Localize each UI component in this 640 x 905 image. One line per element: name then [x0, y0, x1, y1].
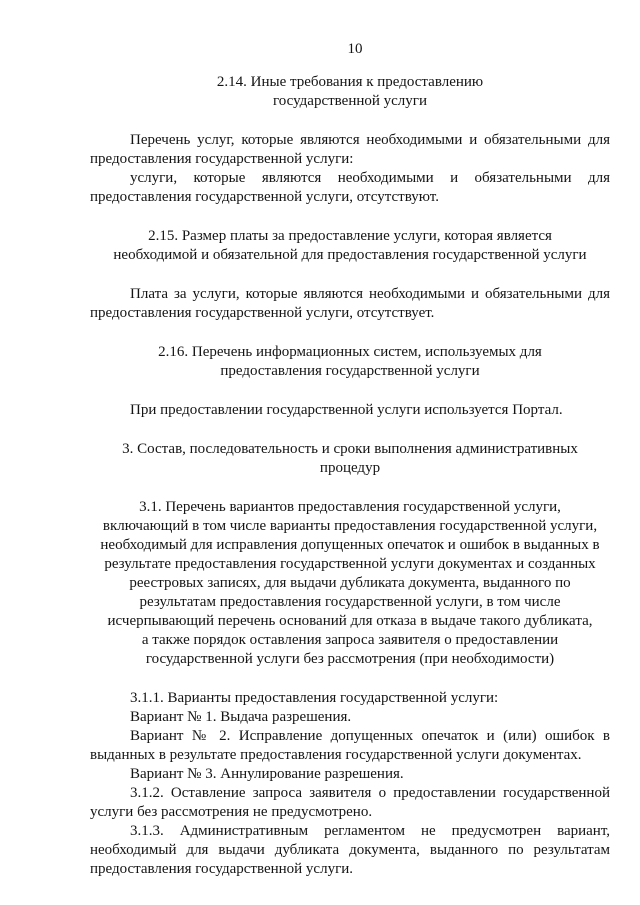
section-2-15-paragraph-1: Плата за услуги, которые являются необходимыми и обязательными для предоставления государственной услуги, отсутствует.	[90, 286, 610, 321]
section-3-1-3-paragraph: 3.1.3. Административным регламентом не предусмотрен вариант, необходимый для выдачи дубликата документа, выданного по результатам предоставления государственной услуги.	[90, 823, 610, 877]
section-2-16-heading-line-1: 2.16. Перечень информационных систем, используемых для	[158, 344, 542, 360]
section-3-1-heading	[90, 498, 610, 669]
section-3-1-2-paragraph: 3.1.2. Оставление запроса заявителя о предоставлении государственной услуги без рассмотрения не предусмотрено.	[90, 785, 610, 820]
variant-2-item: Вариант № 2. Исправление допущенных опечаток и (или) ошибок в выданных в результате предоставления государственной услуги документах.	[90, 728, 610, 763]
section-3-1-heading-line: а также порядок оставления запроса заявителя о предоставлении	[141, 632, 559, 648]
variant-1-item: Вариант № 1. Выдача разрешения.	[130, 709, 352, 725]
section-3-1-heading-line: результатам предоставления государственной услуги, в том числе	[139, 594, 561, 610]
section-3-1-heading-line: государственной услуги без рассмотрения (при необходимости)	[145, 651, 555, 667]
section-2-14-heading-line-1: 2.14. Иные требования к предоставлению	[216, 74, 484, 90]
section-3-heading-line-2: процедур	[319, 460, 381, 476]
section-3-1-heading-line: 3.1. Перечень вариантов предоставления государственной услуги,	[139, 499, 561, 515]
section-2-16-paragraph-1: При предоставлении государственной услуги используется Портал.	[130, 402, 563, 418]
section-2-16-heading-line-2: предоставления государственной услуги	[220, 363, 480, 379]
section-3-1-1-paragraph-1: 3.1.1. Варианты предоставления государственной услуги:	[130, 690, 499, 706]
section-2-15-heading-line-1: 2.15. Размер платы за предоставление услуги, которая является	[148, 228, 552, 244]
section-3-1-heading-line: необходимый для исправления допущенных опечаток и ошибок в выданных в	[100, 537, 600, 553]
section-3-1-heading-line: реестровых записях, для выдачи дубликата документа, выданного по	[129, 575, 571, 591]
section-2-14-paragraph-1: Перечень услуг, которые являются необходимыми и обязательными для предоставления государственной услуги:	[90, 132, 610, 167]
section-3-1-heading-line: включающий в том числе варианты предоставления государственной услуги,	[102, 518, 598, 534]
page-number: 10	[347, 41, 363, 57]
section-2-15-heading-line-2: необходимой и обязательной для предоставления государственной услуги	[113, 247, 587, 263]
section-2-14-heading-line-2: государственной услуги	[273, 93, 427, 109]
variant-3-item: Вариант № 3. Аннулирование разрешения.	[130, 766, 404, 782]
section-3-1-heading-line: исчерпывающий перечень оснований для отказа в выдаче такого дубликата,	[107, 613, 593, 629]
section-2-14-paragraph-2: услуги, которые являются необходимыми и обязательными для предоставления государственной услуги, отсутствуют.	[90, 170, 610, 205]
section-3-heading-line-1: 3. Состав, последовательность и сроки выполнения административных	[122, 441, 578, 457]
section-3-1-heading-line: результате предоставления государственной услуги документах и созданных	[104, 556, 596, 572]
